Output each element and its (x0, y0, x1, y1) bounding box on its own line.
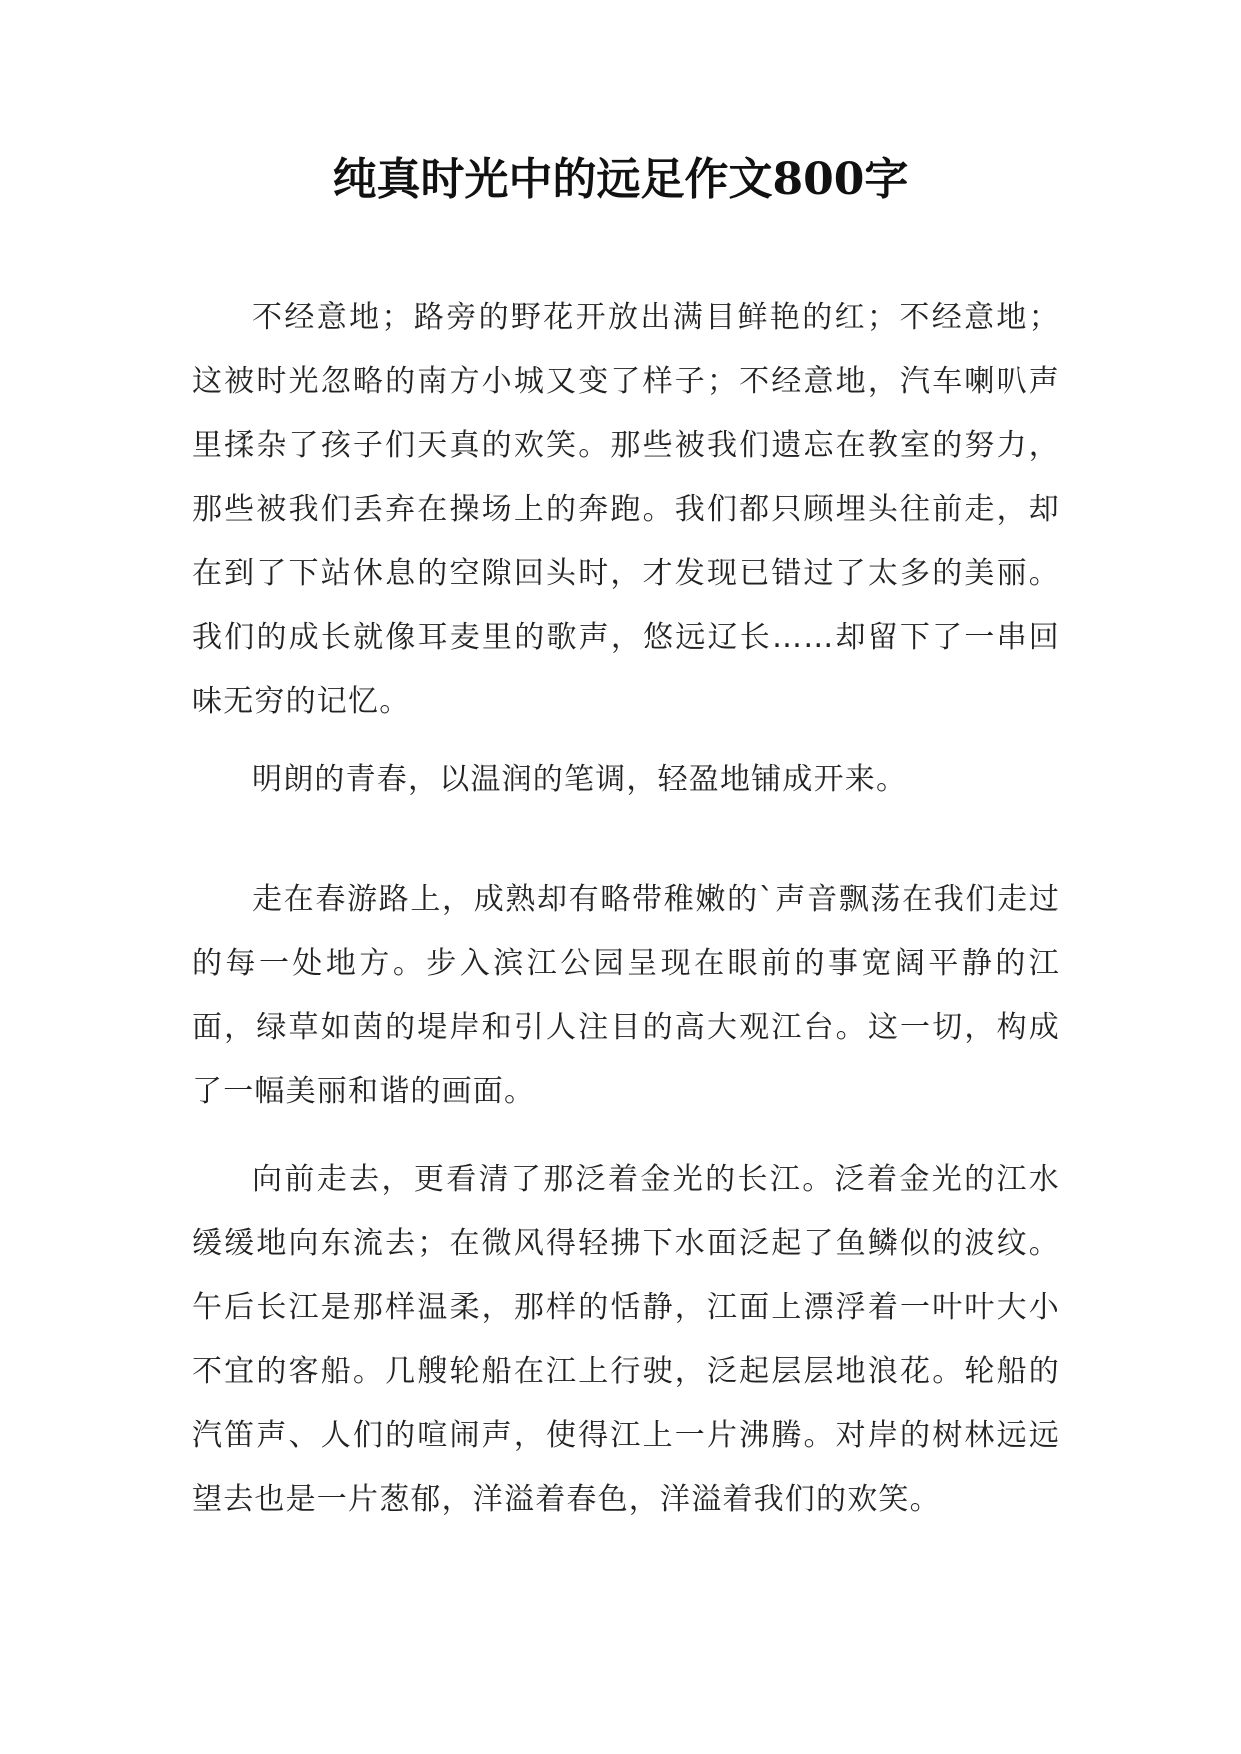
paragraph-4: 向前走去，更看清了那泛着金光的长江。泛着金光的江水缓缓地向东流去；在微风得轻拂下水面泛起了鱼鳞似的波纹。午后长江是那样温柔，那样的恬静，江面上漂浮着一叶叶大小不宜的客船。几艘轮船在江上行驶，泛起层层地浪花。轮船的汽笛声、人们的喧闹声，使得江上一片沸腾。对岸的树林远远望去也是一片葱郁，洋溢着春色，洋溢着我们的欢笑。 (192, 1162, 1060, 1517)
paragraph-1: 不经意地；路旁的野花开放出满目鲜艳的红；不经意地；这被时光忽略的南方小城又变了样子；不经意地，汽车喇叭声里揉杂了孩子们天真的欢笑。那些被我们遗忘在教室的努力，那些被我们丢弃在操场上的奔跑。我们都只顾埋头往前走，却在到了下站休息的空隙回头时，才发现已错过了太多的美丽。我们的成长就像耳麦里的歌声，悠远辽长……却留下了一串回味无穷的记忆。 (192, 300, 1060, 719)
page-title: 纯真时光中的远足作文800字 (332, 154, 909, 205)
paragraph-3: 走在春游路上，成熟却有略带稚嫩的`声音飘荡在我们走过的每一处地方。步入滨江公园呈现在眼前的事宽阔平静的江面，绿草如茵的堤岸和引人注目的高大观江台。这一切，构成了一幅美丽和谐的画面。 (192, 882, 1060, 1109)
paragraph-2: 明朗的青春，以温润的笔调，轻盈地铺成开来。 (252, 762, 908, 797)
